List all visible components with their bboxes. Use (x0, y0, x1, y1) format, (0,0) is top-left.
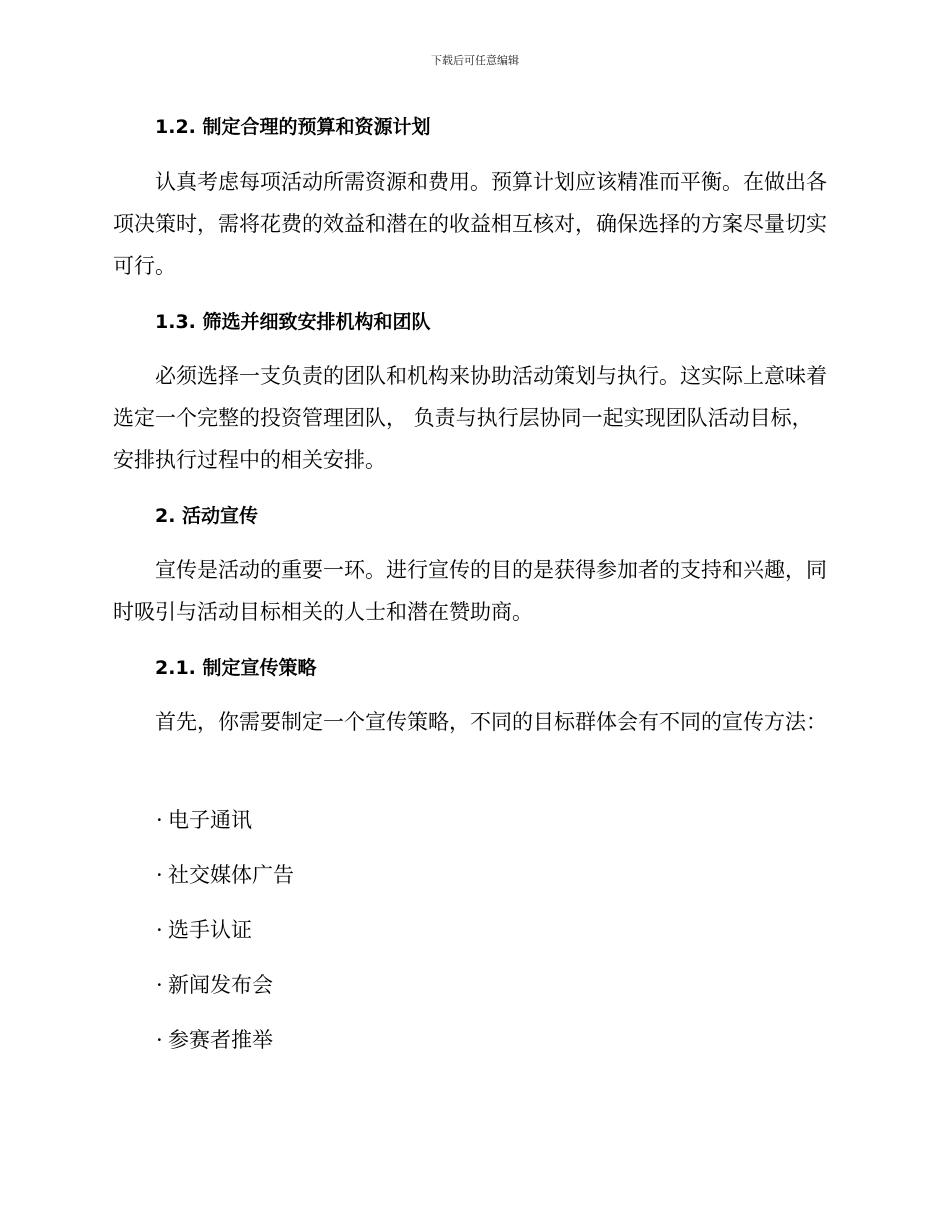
bullet-marker: · (156, 973, 163, 997)
bullet-text: 新闻发布会 (168, 973, 273, 997)
bullet-text: 参赛者推举 (168, 1028, 273, 1052)
bullet-marker: · (156, 1028, 163, 1052)
bullet-item (156, 861, 294, 889)
bullet-text: 电子通讯 (168, 808, 252, 832)
section-body-2-1: 首先，你需要制定一个宣传策略，不同的目标群体会有不同的宣传方法： (155, 710, 827, 734)
bullet-item (156, 806, 252, 834)
bullet-text: 选手认证 (168, 918, 252, 942)
section-body-1-2: 认真考虑每项活动所需资源和费用。预算计划应该精准而平衡。在做出各项决策时，需将花费的效益和潜在的收益相互核对，确保选择的方案尽量切实可行。 (113, 170, 827, 278)
section-heading-1-2: 1.2. 制定合理的预算和资源计划 (155, 116, 431, 138)
bullet-item (156, 916, 252, 944)
section-heading-1-3: 1.3. 筛选并细致安排机构和团队 (155, 311, 431, 333)
bullet-text: 社交媒体广告 (168, 863, 294, 887)
bullet-item (156, 1026, 273, 1054)
section-body-1-3: 必须选择一支负责的团队和机构来协助活动策划与执行。这实际上意味着选定一个完整的投资管理团队， 负责与执行层协同一起实现团队活动目标，安排执行过程中的相关安排。 (113, 364, 827, 472)
section-body-2: 宣传是活动的重要一环。进行宣传的目的是获得参加者的支持和兴趣，同时吸引与活动目标相关的人士和潜在赞助商。 (113, 558, 827, 624)
bullet-marker: · (156, 863, 163, 887)
bullet-marker: · (156, 808, 163, 832)
bullet-marker: · (156, 918, 163, 942)
section-heading-2: 2. 活动宣传 (155, 505, 259, 527)
bullet-item (156, 971, 273, 999)
section-heading-2-1: 2.1. 制定宣传策略 (155, 657, 317, 679)
page-header-note: 下载后可任意编辑 (431, 54, 519, 67)
